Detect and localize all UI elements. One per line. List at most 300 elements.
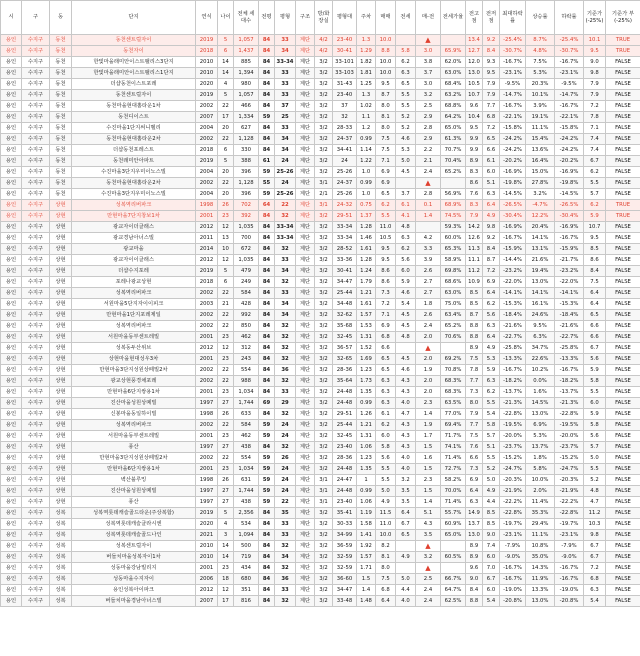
table-row[interactable] (1, 79, 640, 90)
table-cell: 392 (234, 211, 259, 222)
table-cell: 6.7 (584, 156, 606, 167)
table-cell: -21.6% (500, 321, 526, 332)
table-cell: 84 (259, 365, 275, 376)
table-cell: 1.61 (357, 299, 376, 310)
table-cell: 3/1 (315, 178, 333, 189)
table-cell: 5.8 (584, 420, 606, 431)
table-cell: 10.4 (466, 112, 483, 123)
table-cell: -19.7% (500, 519, 526, 530)
table-cell: 1.6% (526, 387, 555, 398)
table-cell: 60.5% (441, 552, 466, 563)
table-cell: 26 (218, 475, 234, 486)
table-cell: 22 (218, 321, 234, 332)
table-row[interactable] (1, 343, 640, 354)
column-header[interactable]: 시 (1, 1, 22, 35)
table-cell: 7.1 (376, 156, 396, 167)
table-cell: -4.7% (526, 200, 555, 211)
table-cell: 계단 (296, 585, 315, 596)
table-cell: ▲ (416, 178, 441, 189)
table-cell: -16.7% (500, 101, 526, 112)
table-cell: 3/2 (315, 387, 333, 398)
table-cell: 계단 (296, 563, 315, 574)
table-cell: 3/1 (315, 200, 333, 211)
table-cell: -24.7% (555, 464, 584, 475)
table-cell: 3/2 (315, 90, 333, 101)
table-cell: 2.5 (416, 101, 441, 112)
table-cell: 5.2 (396, 123, 416, 134)
table-cell: 3/2 (315, 343, 333, 354)
table-cell: 1.57 (357, 310, 376, 321)
table-row[interactable] (1, 332, 640, 343)
table-cell: 25 (275, 112, 296, 123)
table-cell: 33-34 (333, 222, 357, 233)
table-cell: 6.3 (376, 387, 396, 398)
table-cell: 37 (333, 101, 357, 112)
table-cell: 69.4% (441, 420, 466, 431)
table-cell: 330 (234, 145, 259, 156)
table-cell: FALSE (606, 508, 640, 519)
table-row[interactable] (1, 464, 640, 475)
table-row[interactable] (1, 222, 640, 233)
table-cell: 1,128 (234, 178, 259, 189)
table-cell: 6 (218, 145, 234, 156)
table-cell: 36-57 (333, 343, 357, 354)
table-cell: 70.4% (441, 156, 466, 167)
table-cell: 11.4% (526, 497, 555, 508)
table-row[interactable] (1, 431, 640, 442)
table-cell: 69.8% (441, 266, 466, 277)
column-header[interactable]: 전체 세대수 (234, 1, 259, 35)
table-cell: 9.5 (483, 68, 500, 79)
table-cell: 34-99 (333, 530, 357, 541)
table-cell: 8.5 (483, 519, 500, 530)
table-cell: 용인 (1, 376, 22, 387)
table-cell: 10 (218, 244, 234, 255)
table-cell: 8.9 (466, 343, 483, 354)
table-cell: 3.0 (416, 46, 441, 57)
table-cell: 84 (259, 508, 275, 519)
table-row[interactable] (1, 453, 640, 464)
column-header[interactable]: 구조 (296, 1, 315, 35)
column-header[interactable]: 전평 (259, 1, 275, 35)
table-cell: -13.3% (500, 354, 526, 365)
table-row[interactable] (1, 475, 640, 486)
table-cell: 13.0 (466, 68, 483, 79)
table-cell: 계단 (296, 68, 315, 79)
table-cell: -20.3% (500, 475, 526, 486)
table-cell: 7.2 (584, 563, 606, 574)
table-cell: 상현 (50, 299, 72, 310)
column-header[interactable]: 매매 (376, 1, 396, 35)
table-cell: 진산마을성원상떼빌 (72, 398, 196, 409)
table-cell: 34.7% (526, 343, 555, 354)
table-cell: 5 (218, 35, 234, 46)
table-cell: -25.4% (555, 35, 584, 46)
table-cell: 534 (234, 519, 259, 530)
column-header[interactable]: 주차 (357, 1, 376, 35)
table-row[interactable] (1, 134, 640, 145)
table-cell: 5.5 (584, 387, 606, 398)
table-cell: FALSE (606, 354, 640, 365)
table-cell: -15.8% (555, 123, 584, 134)
table-cell: 용인 (1, 57, 22, 68)
table-cell: 34 (275, 299, 296, 310)
table-row[interactable] (1, 574, 640, 585)
table-cell: 84 (259, 530, 275, 541)
table-cell: 5.4 (584, 596, 606, 607)
table-row[interactable] (1, 420, 640, 431)
table-row[interactable] (1, 409, 640, 420)
table-cell: 계단 (296, 255, 315, 266)
table-cell: 수지구 (22, 387, 50, 398)
table-row[interactable] (1, 57, 640, 68)
table-row[interactable] (1, 101, 640, 112)
table-cell: -16.7% (555, 563, 584, 574)
table-cell: 2018 (196, 46, 218, 57)
table-cell: 성복 (50, 596, 72, 607)
table-cell: 1.9 (416, 365, 441, 376)
table-row[interactable] (1, 200, 640, 211)
table-row[interactable] (1, 321, 640, 332)
table-cell: FALSE (606, 321, 640, 332)
table-row[interactable] (1, 288, 640, 299)
table-row[interactable] (1, 189, 640, 200)
table-cell: -16.7% (555, 101, 584, 112)
table-cell: 수지구 (22, 497, 50, 508)
table-row[interactable] (1, 112, 640, 123)
table-row[interactable] (1, 156, 640, 167)
table-cell: 84 (259, 596, 275, 607)
table-cell: 6 (218, 277, 234, 288)
table-cell: 수지구 (22, 79, 50, 90)
table-cell: 59 (259, 497, 275, 508)
table-cell: 신봉마을동일하이빌 (72, 409, 196, 420)
table-row[interactable] (1, 277, 640, 288)
column-header[interactable]: 매-전 (416, 1, 441, 35)
table-cell: 2019 (196, 156, 218, 167)
table-cell: 84 (259, 299, 275, 310)
table-cell: 3/2 (315, 310, 333, 321)
table-cell: 2020 (196, 79, 218, 90)
table-cell: 용인 (1, 541, 22, 552)
table-cell: 31-43 (333, 79, 357, 90)
table-cell: 1.92 (357, 541, 376, 552)
table-cell: 84 (259, 387, 275, 398)
table-cell: 수지구 (22, 475, 50, 486)
table-cell: 633 (234, 409, 259, 420)
table-cell: 용인 (1, 354, 22, 365)
table-cell: 74.1% (441, 442, 466, 453)
table-cell: 8.9 (466, 541, 483, 552)
table-cell: -15.2% (500, 453, 526, 464)
column-header[interactable]: 연식 (196, 1, 218, 35)
table-cell: 3/2 (315, 508, 333, 519)
table-cell: 22 (275, 200, 296, 211)
table-cell: 4.3 (396, 431, 416, 442)
table-cell: 33 (275, 387, 296, 398)
table-cell: 한빛마을래미안이스트팰리스1단지 (72, 68, 196, 79)
table-cell: -13.7% (555, 387, 584, 398)
table-cell: 84 (259, 277, 275, 288)
table-cell: 11.1% (526, 530, 555, 541)
table-cell: 21.6% (526, 255, 555, 266)
column-header[interactable]: 구 (22, 1, 50, 35)
table-cell: 6.3 (396, 68, 416, 79)
table-cell: 33-103 (333, 68, 357, 79)
column-header[interactable]: 상승률 (526, 1, 555, 35)
table-cell: 6.5 (376, 365, 396, 376)
table-cell: 1997 (196, 486, 218, 497)
table-cell: 5.1 (416, 508, 441, 519)
table-cell: 용인 (1, 552, 22, 563)
table-cell: 84 (259, 541, 275, 552)
table-cell: 4.3 (416, 519, 441, 530)
table-cell: 479 (234, 266, 259, 277)
table-cell: 25-26 (333, 189, 357, 200)
table-cell: -23.2% (500, 266, 526, 277)
table-row[interactable] (1, 552, 640, 563)
table-row[interactable] (1, 530, 640, 541)
table-cell: 63.0% (441, 288, 466, 299)
table-cell: 수지구 (22, 563, 50, 574)
table-cell: 4/2 (315, 46, 333, 57)
table-cell: 13.4 (466, 35, 483, 46)
table-row[interactable] (1, 167, 640, 178)
table-cell: 58.2% (441, 475, 466, 486)
table-cell: 상현 (50, 365, 72, 376)
table-row[interactable] (1, 497, 640, 508)
table-cell: 3.9% (526, 101, 555, 112)
table-cell: 3/2 (315, 79, 333, 90)
table-cell: 6.2 (584, 167, 606, 178)
table-cell: 84 (259, 35, 275, 46)
table-row[interactable] (1, 398, 640, 409)
table-cell: 1.06 (357, 442, 376, 453)
table-cell: FALSE (606, 541, 640, 552)
table-cell: 23-40 (333, 497, 357, 508)
table-row[interactable] (1, 178, 640, 189)
table-cell: 63.2% (441, 90, 466, 101)
table-cell: 수지구 (22, 530, 50, 541)
table-cell: 59 (259, 112, 275, 123)
table-cell: -14.7% (500, 90, 526, 101)
table-cell: 6.6 (584, 332, 606, 343)
table-cell: 용인 (1, 332, 22, 343)
column-header[interactable]: 단지 (72, 1, 196, 35)
table-cell (396, 35, 416, 46)
table-cell: 6.9% (526, 420, 555, 431)
table-cell: FALSE (606, 453, 640, 464)
table-row[interactable] (1, 563, 640, 574)
table-cell: 6.6 (584, 321, 606, 332)
table-cell: 상현 (50, 288, 72, 299)
table-row[interactable] (1, 299, 640, 310)
table-cell: 34 (275, 145, 296, 156)
table-cell: 17 (218, 112, 234, 123)
table-row[interactable] (1, 90, 640, 101)
table-cell: 1,057 (234, 90, 259, 101)
table-cell: 9.8 (584, 68, 606, 79)
table-cell: 7.5 (466, 354, 483, 365)
table-cell: 4.3 (396, 387, 416, 398)
table-row[interactable] (1, 211, 640, 222)
table-cell: -18.2% (555, 376, 584, 387)
table-cell: 6.1 (376, 409, 396, 420)
table-cell: 63.5% (441, 398, 466, 409)
table-cell: 용인 (1, 255, 22, 266)
table-row[interactable] (1, 255, 640, 266)
table-cell: 68.8% (441, 101, 466, 112)
table-row[interactable] (1, 123, 640, 134)
table-cell: 4.5 (396, 321, 416, 332)
table-cell: 더샵수지포레 (72, 266, 196, 277)
table-cell: 1,034 (234, 464, 259, 475)
table-cell: 27 (218, 486, 234, 497)
table-cell: 20.4% (526, 222, 555, 233)
column-header[interactable]: 전세 (396, 1, 416, 35)
table-cell: 성복 (50, 563, 72, 574)
table-row[interactable] (1, 508, 640, 519)
table-cell: 6.3 (376, 376, 396, 387)
table-cell: 수지구 (22, 541, 50, 552)
table-cell: -20.2% (500, 156, 526, 167)
table-cell: -14.4% (500, 255, 526, 266)
column-header[interactable]: 평형대 (333, 1, 357, 35)
table-cell: 3/2 (315, 332, 333, 343)
table-cell: 계단 (296, 409, 315, 420)
table-cell: 5.2 (396, 112, 416, 123)
table-row[interactable] (1, 442, 640, 453)
table-cell: 3/2 (315, 222, 333, 233)
table-row[interactable] (1, 585, 640, 596)
table-cell: FALSE (606, 464, 640, 475)
table-cell: 10.1% (526, 90, 555, 101)
table-cell: 수지구 (22, 420, 50, 431)
table-row[interactable] (1, 596, 640, 607)
table-row[interactable] (1, 244, 640, 255)
table-cell: 서원마을동부센트레빌 (72, 431, 196, 442)
column-header[interactable]: 전저점 (483, 1, 500, 35)
table-row[interactable] (1, 387, 640, 398)
table-cell: 계단 (296, 376, 315, 387)
column-header[interactable]: 방/화장실 (315, 1, 333, 35)
table-cell: 14.3% (526, 563, 555, 574)
table-row[interactable] (1, 354, 640, 365)
column-header[interactable]: 평형 (275, 1, 296, 35)
table-cell: 702 (234, 200, 259, 211)
table-cell: -25.4% (500, 35, 526, 46)
table-row[interactable] (1, 541, 640, 552)
table-cell (396, 563, 416, 574)
table-cell: 63.4% (441, 310, 466, 321)
table-row[interactable] (1, 68, 640, 79)
table-cell: 312 (234, 343, 259, 354)
table-cell: 1,035 (234, 255, 259, 266)
column-header[interactable]: 동 (50, 1, 72, 35)
table-cell: 6.5 (483, 134, 500, 145)
table-cell: 3/2 (315, 211, 333, 222)
table-cell: 수지구 (22, 398, 50, 409)
column-header[interactable]: 전고점 (466, 1, 483, 35)
table-cell: 33 (275, 530, 296, 541)
table-cell: 4.0 (396, 398, 416, 409)
table-cell: 동천센트럴자이 (72, 90, 196, 101)
table-cell: 6.4 (584, 299, 606, 310)
table-cell: 2001 (196, 354, 218, 365)
table-cell: 2007 (196, 112, 218, 123)
table-row[interactable] (1, 35, 640, 46)
table-cell: 상현 (50, 343, 72, 354)
table-cell: FALSE (606, 519, 640, 530)
table-cell: 34 (275, 552, 296, 563)
table-cell: 2018 (196, 277, 218, 288)
table-cell: 59 (259, 475, 275, 486)
table-cell: 6.2 (376, 420, 396, 431)
table-cell: 상현 (50, 398, 72, 409)
table-cell: 수지구 (22, 508, 50, 519)
table-cell: 3/2 (315, 596, 333, 607)
table-row[interactable] (1, 486, 640, 497)
table-cell: 5.3% (526, 68, 555, 79)
header-row (1, 1, 640, 35)
table-cell: 23 (218, 387, 234, 398)
table-row[interactable] (1, 145, 640, 156)
table-cell: 2002 (196, 453, 218, 464)
table-cell: 1.35 (357, 387, 376, 398)
table-cell: 2012 (196, 255, 218, 266)
table-cell: 65.0% (441, 123, 466, 134)
column-header[interactable]: 나이 (218, 1, 234, 35)
table-cell: 5.8 (584, 376, 606, 387)
table-cell: -18.4% (555, 310, 584, 321)
table-cell: 8.6 (376, 266, 396, 277)
table-row[interactable] (1, 233, 640, 244)
table-cell: 2010 (196, 541, 218, 552)
table-cell: 6.4 (466, 486, 483, 497)
column-header[interactable]: 기준가 (-25%) (584, 1, 606, 35)
table-cell: 용인 (1, 178, 22, 189)
column-header[interactable]: 기준가 부 (-25%) (606, 1, 640, 35)
table-cell: 84 (259, 101, 275, 112)
table-cell: 수지구 (22, 123, 50, 134)
table-row[interactable] (1, 365, 640, 376)
table-row[interactable] (1, 519, 640, 530)
table-cell: 25-26 (275, 189, 296, 200)
table-cell: 상현 (50, 310, 72, 321)
table-cell: 계단 (296, 211, 315, 222)
table-cell: 3/2 (315, 233, 333, 244)
column-header[interactable]: 전세가율 (441, 1, 466, 35)
table-cell: 3/2 (315, 574, 333, 585)
table-row[interactable] (1, 376, 640, 387)
column-header[interactable]: 하락률 (555, 1, 584, 35)
table-row[interactable] (1, 310, 640, 321)
table-cell: 3/2 (315, 541, 333, 552)
table-cell: 11.0 (376, 519, 396, 530)
table-cell: 계단 (296, 145, 315, 156)
table-cell: 성복역리버파크 (72, 321, 196, 332)
table-row[interactable] (1, 266, 640, 277)
table-cell: 70.0% (441, 486, 466, 497)
table-cell: 용인 (1, 387, 22, 398)
table-cell: 2019 (196, 35, 218, 46)
table-row[interactable] (1, 46, 640, 57)
table-cell: -20.3% (555, 475, 584, 486)
table-cell: FALSE (606, 189, 640, 200)
table-cell: 5.0 (396, 574, 416, 585)
column-header[interactable]: 최대하락률 (500, 1, 526, 35)
table-cell: 용인 (1, 299, 22, 310)
